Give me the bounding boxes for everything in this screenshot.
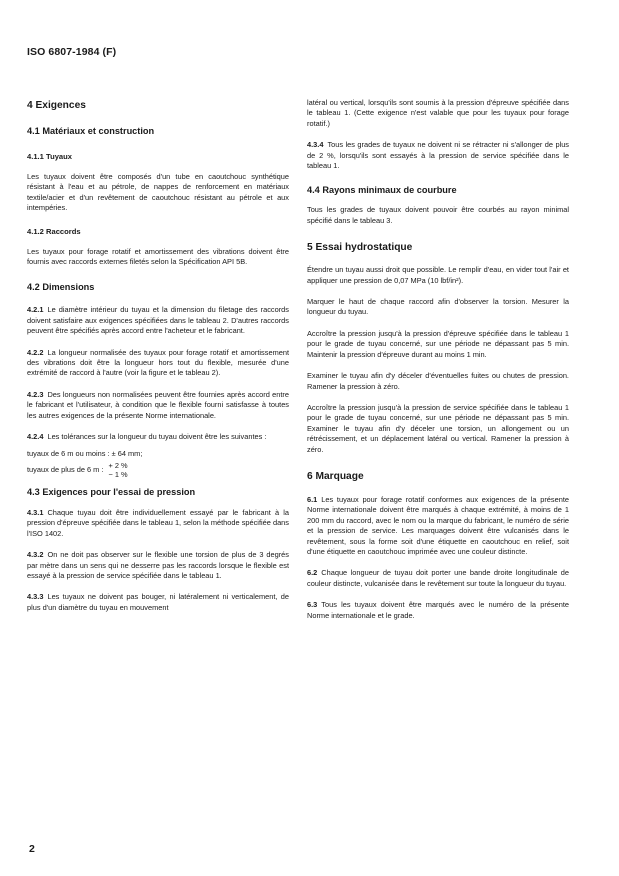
paragraph-6-3 — [307, 600, 569, 621]
section-4-1-2-heading: 4.1.2 Raccords — [27, 226, 81, 236]
tolerance-plus: + 2 % — [108, 460, 128, 470]
paragraph-6-1 — [307, 495, 569, 557]
clause-text: Tous les tuyaux doivent être marqués avec le numéro de la présente Norme internationale et le grade. — [307, 600, 569, 620]
paragraph-4-3-3 — [27, 592, 289, 613]
paragraph-4-2-1 — [27, 305, 289, 336]
paragraph-5-a: Étendre un tuyau aussi droit que possible. Le remplir d'eau, en vider tout l'air et appliquer une pression de 0,07 MPa (10 lbf/in²). — [307, 265, 569, 285]
section-4-heading: 4 Exigences — [27, 100, 86, 111]
clause-text: Le diamètre intérieur du tuyau et la dimension du filetage des raccords doivent satisfaire aux exigences spécifiées dans le tableau 2. D'autres raccords peuvent être spécifiés après accord entre l'acheteur et le fabricant. — [27, 305, 289, 336]
clause-number: 4.3.2 — [27, 550, 44, 560]
paragraph-4-4: Tous les grades de tuyaux doivent pouvoir être courbés au rayon minimal spécifié dans le tableau 3. — [307, 205, 569, 225]
paragraph-5-d: Examiner le tuyau afin d'y déceler d'éventuelles fuites ou chutes de pression. Ramener la pression à zéro. — [307, 371, 569, 391]
clause-number: 4.2.2 — [27, 347, 44, 357]
clause-number: 4.2.4 — [27, 432, 44, 442]
section-5-heading: 5 Essai hydrostatique — [307, 242, 413, 254]
section-4-1-heading: 4.1 Matériaux et construction — [27, 126, 155, 136]
clause-text: Les tuyaux ne doivent pas bouger, ni latéralement ni verticalement, de plus d'un diamètre du tuyau en mouvement — [27, 592, 289, 612]
paragraph-4-3-3-continued: latéral ou vertical, lorsqu'ils sont soumis à la pression d'épreuve spécifiée dans le tableau 1. (Cette exigence n'est valable que pour les tuyaux pour forage rotatif.) — [307, 98, 569, 128]
section-4-4-heading: 4.4 Rayons minimaux de courbure — [307, 185, 457, 196]
paragraph-5-c: Accroître la pression jusqu'à la pression d'épreuve spécifiée dans le tableau 1 pour le grade de tuyau concerné, sur une période ne dépassant pas 5 min. Maintenir la pression d'épreuve durant au moins 1 min. — [307, 328, 569, 359]
paragraph-4-1-1: Les tuyaux doivent être composés d'un tube en caoutchouc synthétique résistant à l'eau et au pétrole, de nappes de renforcement en matériaux textile/acier et d'un revêtement de caoutchouc résistant au pétrole et aux intempéries. — [27, 172, 289, 213]
clause-number: 6.3 — [307, 600, 318, 610]
document-header: ISO 6807-1984 (F) — [27, 46, 117, 58]
right-column — [307, 98, 569, 621]
paragraph-4-3-4 — [307, 140, 569, 171]
clause-text: Chaque longueur de tuyau doit porter une bande droite longitudinale de couleur distincte, vulcanisée dans le revêtement sur toute la longueur du tuyau. — [307, 568, 569, 588]
paragraph-6-2 — [307, 568, 569, 589]
clause-number: 6.2 — [307, 568, 318, 578]
paragraph-5-b: Marquer le haut de chaque raccord afin d'observer la torsion. Mesurer la longueur du tuyau. — [307, 297, 569, 317]
clause-text: Les tolérances sur la longueur du tuyau doivent être les suivantes : — [47, 432, 267, 442]
paragraph-4-2-2 — [27, 348, 289, 379]
clause-number: 6.1 — [307, 494, 318, 504]
clause-text: Les tuyaux pour forage rotatif conformes aux exigences de la présente Norme internationale doivent être marqués à chaque extrémité, à moins de 1 200 mm du raccord, avec le nom ou la marque du fabricant, le numéro de série et la pression de service. Les marquages doivent être vulcanisés dans le revêtement, sous la forme soit d'une étiquette en caoutchouc en relief, soit d'une étiquette en caoutchouc imprimée avec une couleur distincte. — [307, 494, 569, 556]
tolerance-long-label: tuyaux de plus de 6 m : — [27, 464, 104, 474]
clause-number: 4.2.1 — [27, 305, 44, 315]
clause-text: La longueur normalisée des tuyaux pour forage rotatif et amortissement des vibrations doit être la longueur hors tout du flexible, mesurée d'une extrémité de raccord à l'autre (voir la figure et le tableau 2). — [27, 347, 289, 378]
tolerance-long — [27, 461, 289, 479]
tolerance-short: tuyaux de 6 m ou moins : ± 64 mm; — [27, 448, 143, 458]
paragraph-4-3-2 — [27, 550, 289, 581]
paragraph-5-e: Accroître la pression jusqu'à la pression de service spécifiée dans le tableau 1 pour le grade de tuyau concerné, sur une période ne dépassant pas 5 min. Examiner le tuyau afin d'y déceler une torsion, un allongement ou un rétrécissement, et un déplacement latéral ou vertical. Ramener la pression à zéro. — [307, 402, 569, 454]
tolerance-minus: − 1 % — [108, 469, 128, 479]
clause-text: Des longueurs non normalisées peuvent être fournies après accord entre le fabricant et l'utilisateur, à condition que le flexible fourni satisfasse à toutes les autres exigences de la présente Norme internationale. — [27, 389, 289, 420]
clause-number: 4.3.4 — [307, 140, 324, 150]
section-4-3-heading: 4.3 Exigences pour l'essai de pression — [27, 486, 196, 497]
page-number: 2 — [29, 843, 35, 855]
tolerance-range — [108, 461, 127, 479]
left-column — [27, 98, 289, 613]
section-6-heading: 6 Marquage — [307, 470, 364, 482]
paragraph-4-1-2: Les tuyaux pour forage rotatif et amortissement des vibrations doivent être fournis avec raccords externes filetés selon la Spécification API 5B. — [27, 246, 289, 267]
clause-text: Chaque tuyau doit être individuellement essayé par le fabricant à la pression d'épreuve spécifiée dans le tableau 1, selon la méthode spécifiée dans l'ISO 1402. — [27, 507, 289, 538]
clause-text: Tous les grades de tuyaux ne doivent ni se rétracter ni s'allonger de plus de 2 %, lorsqu'ils sont essayés à la pression de service spécifiée dans le tableau 1. — [307, 140, 569, 171]
paragraph-4-2-3 — [27, 390, 289, 421]
section-4-2-heading: 4.2 Dimensions — [27, 282, 95, 293]
clause-number: 4.3.1 — [27, 507, 44, 517]
section-4-1-1-heading: 4.1.1 Tuyaux — [27, 152, 73, 161]
paragraph-4-3-1 — [27, 508, 289, 539]
clause-number: 4.2.3 — [27, 389, 44, 399]
clause-number: 4.3.3 — [27, 592, 44, 602]
paragraph-4-2-4 — [27, 432, 289, 442]
clause-text: On ne doit pas observer sur le flexible une torsion de plus de 3 degrés par mètre dans un sens qui ne desserre pas les raccords lorsque le flexible est essayé à la pression de service spécifiée dans le tableau 1. — [27, 550, 289, 580]
